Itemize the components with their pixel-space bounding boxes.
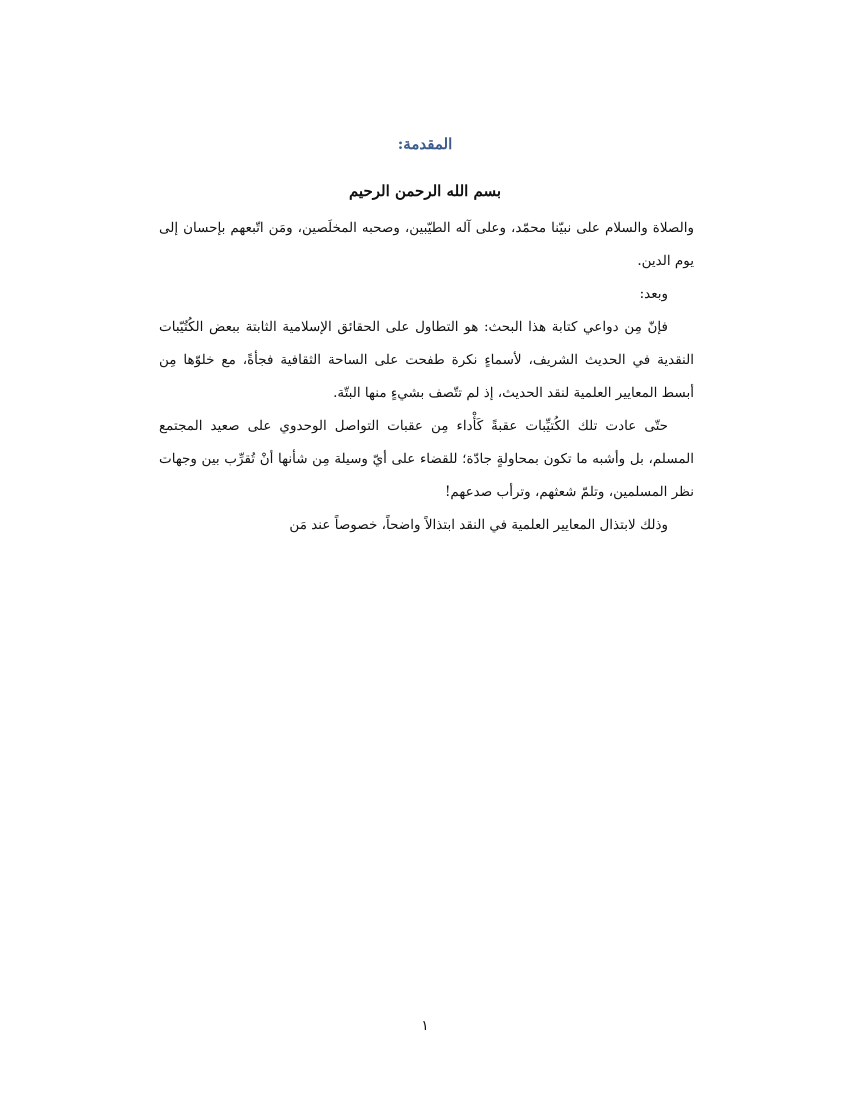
body-text [159, 212, 694, 542]
basmala: بسم الله الرحمن الرحيم [348, 182, 502, 200]
paragraph-obstacle: حتّى عادت تلك الكُتيِّبات عقبةً كَأْداء مِن عقبات التواصل الوحدوي على صعيد المجتمع المسلم، بل وأشبه ما تكون بمحاولةٍ جادّة؛ للقضاء على أيّ وسيلة مِن شأنها أنْ تُقرِّب بين وجهات نظر المسلمين، وتلمّ شعثهم، وترأب صدعهم! [159, 418, 694, 500]
paragraph-opening: والصلاة والسلام على نبيّنا محمّد، وعلى آله الطيّبين، وصحبه المخلَصين، ومَن اتّبعهم بإحسان إلى يوم الدين. [159, 220, 694, 269]
paragraph-motive: فإنّ مِن دواعي كتابة هذا البحث: هو التطاول على الحقائق الإسلامية الثابتة ببعض الكُتُيّبات النقدية في الحديث الشريف، لأسماءٍ نكرة طفحت على الساحة الثقافية فجأةً، مع خلوّها مِن أبسط المعايير العلمية لنقد الحديث، إذ لم تتّصف بشيءٍ منها البتّة. [159, 319, 694, 401]
page-number: ١ [421, 1018, 429, 1034]
paragraph-transition: وبعد: [639, 286, 668, 302]
section-heading: المقدمة: [397, 135, 453, 153]
paragraph-standards: وذلك لابتذال المعايير العلمية في النقد ابتذالاً واضحاً، خصوصاً عند مَن [289, 517, 668, 533]
